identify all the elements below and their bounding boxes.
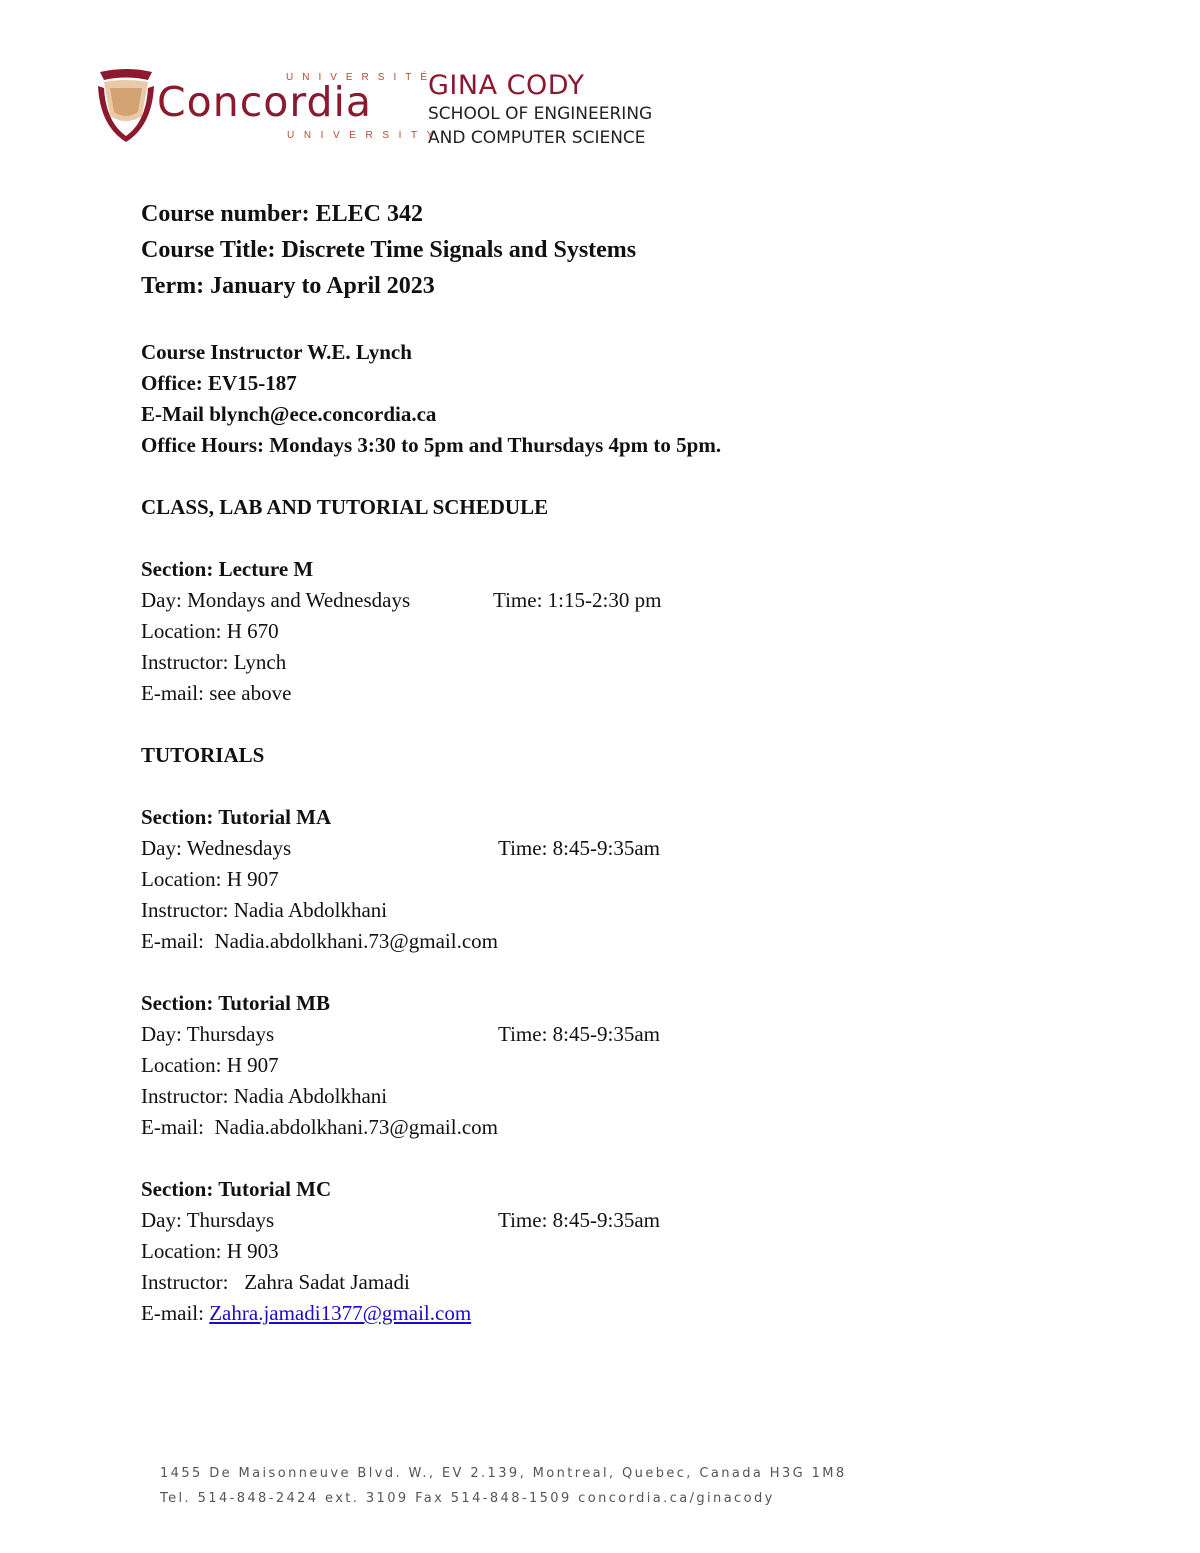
lecture-instructor: Instructor: Lynch xyxy=(141,650,287,674)
lecture-day: Day: Mondays and Wednesdays xyxy=(141,588,411,612)
faculty-line-2: AND COMPUTER SCIENCE xyxy=(428,128,646,148)
tutorial-day: Day: Thursdays xyxy=(141,1208,275,1232)
tutorial-section-title: Section: Tutorial MA xyxy=(141,805,332,829)
lecture-section xyxy=(141,554,1141,709)
university-bottom-label: UNIVERSITY xyxy=(287,130,444,141)
schedule-heading: CLASS, LAB AND TUTORIAL SCHEDULE xyxy=(141,495,549,519)
footer-contact: Tel. 514-848-2424 ext. 3109 Fax 514-848-1509 concordia.ca/ginacody xyxy=(160,1491,775,1506)
tutorial-instructor: Instructor: Zahra Sadat Jamadi xyxy=(141,1270,410,1294)
tutorial-day: Day: Wednesdays xyxy=(141,836,292,860)
lecture-time: Time: 1:15-2:30 pm xyxy=(493,588,662,612)
tutorial-day-row xyxy=(141,1019,1141,1050)
course-title: Course Title: Discrete Time Signals and Systems xyxy=(141,237,637,263)
lecture-section-title: Section: Lecture M xyxy=(141,557,314,581)
tutorial-time: Time: 8:45-9:35am xyxy=(498,1022,660,1046)
lecture-day-row xyxy=(141,585,1141,616)
tutorial-time: Time: 8:45-9:35am xyxy=(498,836,660,860)
letterhead xyxy=(96,66,696,150)
faculty-line-1: SCHOOL OF ENGINEERING xyxy=(428,104,653,124)
tutorial-day-row xyxy=(141,1205,1141,1236)
tutorial-section-ma xyxy=(141,802,1141,957)
tutorial-section-title: Section: Tutorial MB xyxy=(141,991,331,1015)
instructor-name: Course Instructor W.E. Lynch xyxy=(141,340,412,364)
lecture-location: Location: H 670 xyxy=(141,619,279,643)
tutorials-heading: TUTORIALS xyxy=(141,743,265,767)
tutorial-email: E-mail: Nadia.abdolkhani.73@gmail.com xyxy=(141,929,498,953)
office-hours: Office Hours: Mondays 3:30 to 5pm and Thursdays 4pm to 5pm. xyxy=(141,433,722,457)
letterhead-footer xyxy=(160,1464,847,1514)
tutorial-email: E-mail: Nadia.abdolkhani.73@gmail.com xyxy=(141,1115,498,1139)
concordia-crest-logo xyxy=(96,66,156,144)
tutorial-day: Day: Thursdays xyxy=(141,1022,275,1046)
instructor-email: E-Mail blynch@ece.concordia.ca xyxy=(141,402,437,426)
tutorial-location: Location: H 903 xyxy=(141,1239,279,1263)
instructor-office: Office: EV15-187 xyxy=(141,371,297,395)
tutorial-section-mc xyxy=(141,1174,1141,1329)
course-term: Term: January to April 2023 xyxy=(141,273,435,299)
tutorial-day-row xyxy=(141,833,1141,864)
tutorial-location: Location: H 907 xyxy=(141,1053,279,1077)
footer-address: 1455 De Maisonneuve Blvd. W., EV 2.139, Montreal, Quebec, Canada H3G 1M8 xyxy=(160,1466,847,1481)
tutorial-instructor: Instructor: Nadia Abdolkhani xyxy=(141,1084,388,1108)
tutorial-email-link[interactable]: Zahra.jamadi1377@gmail.com xyxy=(209,1301,472,1325)
tutorial-email-row xyxy=(141,1298,1141,1329)
tutorial-time: Time: 8:45-9:35am xyxy=(498,1208,660,1232)
faculty-name: GINA CODY xyxy=(428,70,585,101)
tutorial-location: Location: H 907 xyxy=(141,867,279,891)
tutorial-section-mb xyxy=(141,988,1141,1143)
university-top-label: UNIVERSITÉ xyxy=(286,72,437,83)
tutorial-email-label: E-mail: xyxy=(141,1301,210,1325)
tutorial-instructor: Instructor: Nadia Abdolkhani xyxy=(141,898,388,922)
lecture-email: E-mail: see above xyxy=(141,681,292,705)
course-number: Course number: ELEC 342 xyxy=(141,201,424,227)
university-name: Concordia xyxy=(157,78,373,126)
tutorial-section-title: Section: Tutorial MC xyxy=(141,1177,332,1201)
document-body xyxy=(141,196,1141,1329)
